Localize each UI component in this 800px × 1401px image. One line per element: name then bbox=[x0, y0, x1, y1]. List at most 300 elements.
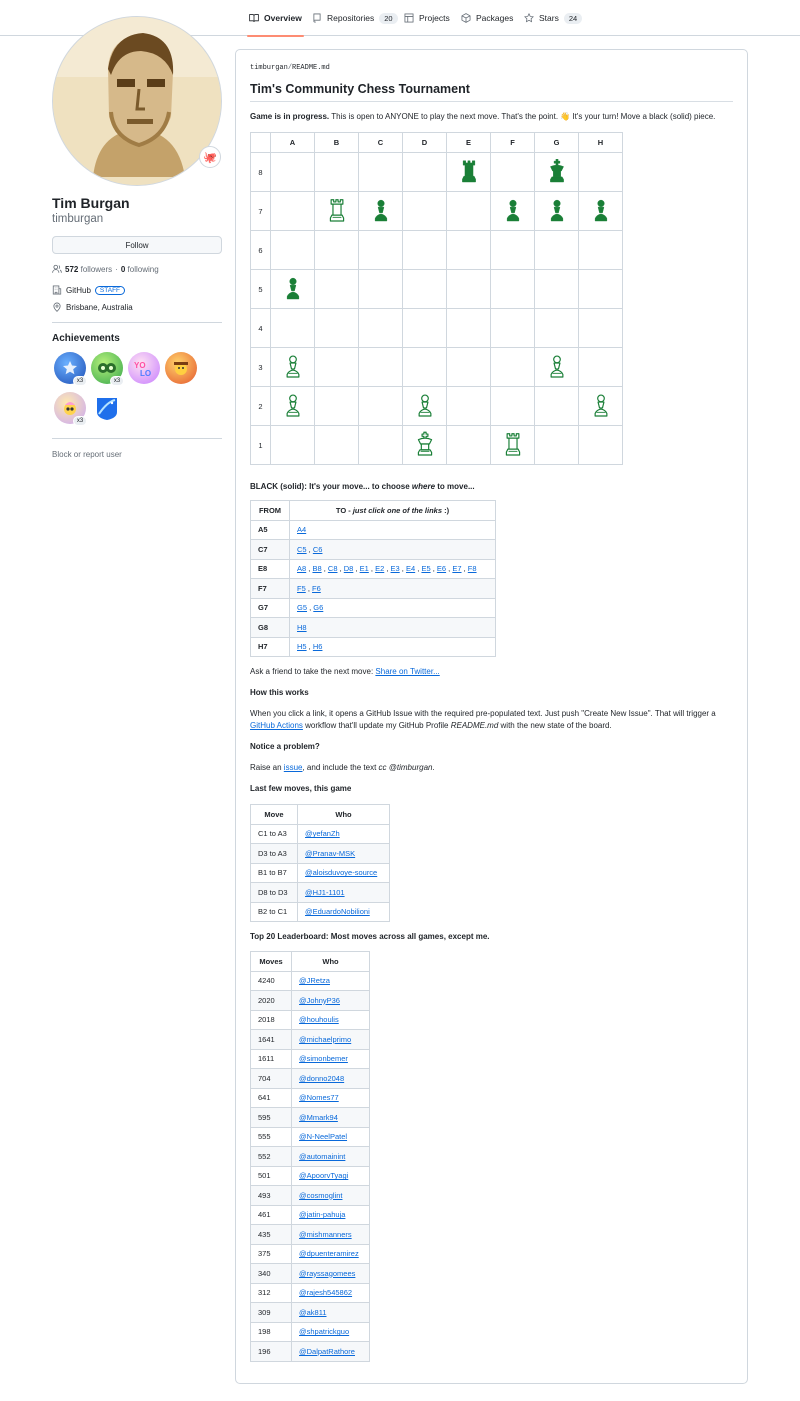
board-square bbox=[359, 348, 403, 387]
leaderboard-moves-cell: 704 bbox=[251, 1069, 292, 1089]
followers-count: 572 bbox=[65, 264, 79, 274]
moves-table bbox=[250, 500, 496, 657]
rank-label: 1 bbox=[251, 426, 271, 465]
notice-mid: , and include the text bbox=[302, 763, 379, 772]
org-name[interactable]: GitHub bbox=[66, 285, 91, 295]
following-count: 0 bbox=[120, 264, 126, 274]
location-icon bbox=[52, 302, 62, 312]
tab-projects[interactable] bbox=[404, 0, 450, 36]
board-square bbox=[359, 387, 403, 426]
notice-pre: Raise an bbox=[250, 763, 284, 772]
profile-fullname: Tim Burgan bbox=[52, 195, 130, 211]
leaderboard-moves-cell: 555 bbox=[251, 1127, 292, 1147]
user-link[interactable]: @houhoulis bbox=[299, 1015, 339, 1025]
board-rank-row bbox=[251, 387, 623, 426]
followers-link[interactable] bbox=[65, 265, 112, 274]
board-square bbox=[403, 348, 447, 387]
move-option-row bbox=[251, 618, 496, 638]
share-line bbox=[250, 666, 740, 678]
board-square bbox=[491, 270, 535, 309]
leaderboard-who-cell bbox=[292, 1205, 370, 1225]
board-square bbox=[579, 348, 623, 387]
moves-header-row bbox=[251, 501, 496, 521]
board-square bbox=[359, 309, 403, 348]
leaderboard-who-cell bbox=[292, 1049, 370, 1069]
leaderboard-row bbox=[251, 1342, 370, 1362]
file-label: C bbox=[359, 133, 403, 153]
moves-header-to bbox=[290, 501, 496, 521]
quickdraw-badge-icon bbox=[171, 358, 191, 378]
move-to-cell: G5 , G6 bbox=[290, 598, 496, 618]
profile-username: timburgan bbox=[52, 213, 104, 225]
board-square bbox=[579, 426, 623, 465]
board-square bbox=[535, 270, 579, 309]
readme-file-link[interactable]: README.md bbox=[292, 64, 330, 72]
move-destination-link[interactable]: A8 bbox=[297, 564, 307, 574]
move-destination-link[interactable]: E7 bbox=[452, 564, 462, 574]
board-square bbox=[579, 192, 623, 231]
leaderboard-row bbox=[251, 1108, 370, 1128]
leaderboard-who-cell bbox=[292, 1147, 370, 1167]
user-link[interactable]: @JRetza bbox=[299, 976, 330, 986]
issue-link[interactable]: issue bbox=[283, 763, 303, 772]
repo-icon bbox=[312, 13, 322, 23]
move-destination-link[interactable]: F5 bbox=[297, 583, 306, 593]
move-destination-link[interactable]: H8 bbox=[297, 622, 307, 632]
user-link[interactable]: @rayssagomees bbox=[299, 1268, 356, 1278]
leaderboard-row bbox=[251, 1088, 370, 1108]
black-pawn-icon bbox=[546, 195, 568, 225]
user-link[interactable]: @Mmark94 bbox=[299, 1112, 338, 1122]
file-label: H bbox=[579, 133, 623, 153]
notice-paragraph bbox=[250, 762, 740, 774]
file-label: A bbox=[271, 133, 315, 153]
moves-body bbox=[251, 520, 496, 657]
last-move-who-cell bbox=[298, 824, 390, 844]
followers-label: followers bbox=[80, 264, 113, 274]
leaderboard-body bbox=[251, 971, 370, 1361]
board-square bbox=[315, 309, 359, 348]
sidebar-divider bbox=[52, 322, 222, 323]
leaderboard-who-cell bbox=[292, 1127, 370, 1147]
notice-title: Notice a problem? bbox=[250, 742, 320, 751]
how-text-3: with the new state of the board. bbox=[498, 721, 612, 730]
file-label: B bbox=[315, 133, 359, 153]
leaderboard-who-cell bbox=[292, 1010, 370, 1030]
last-move-who-cell bbox=[298, 863, 390, 883]
rank-label: 2 bbox=[251, 387, 271, 426]
user-link[interactable]: @JohnyP36 bbox=[299, 995, 340, 1005]
user-link[interactable]: @yefanZh bbox=[305, 829, 340, 839]
tab-packages-label: Packages bbox=[476, 13, 514, 23]
leaderboard-moves-cell: 1641 bbox=[251, 1030, 292, 1050]
move-option-row bbox=[251, 598, 496, 618]
user-link[interactable]: @cosmoglint bbox=[299, 1190, 343, 1200]
readme-owner-link[interactable]: timburgan bbox=[250, 64, 288, 72]
achievement-count: x3 bbox=[110, 376, 124, 386]
intro-paragraph bbox=[250, 111, 740, 123]
white-rook-icon bbox=[502, 429, 524, 459]
user-link[interactable]: @simonbemer bbox=[299, 1054, 348, 1064]
location-text: Brisbane, Australia bbox=[66, 302, 133, 312]
pair-badge-icon bbox=[96, 358, 118, 378]
leaderboard-row bbox=[251, 1069, 370, 1089]
last-move-who-cell bbox=[298, 902, 390, 922]
following-label: following bbox=[127, 264, 159, 274]
tab-projects-label: Projects bbox=[419, 13, 450, 23]
stars-count: 24 bbox=[564, 13, 582, 24]
board-square bbox=[535, 231, 579, 270]
tab-packages[interactable] bbox=[461, 0, 513, 36]
user-link[interactable]: @michaelprimo bbox=[299, 1034, 352, 1044]
board-square bbox=[271, 387, 315, 426]
move-from-cell: G8 bbox=[251, 618, 290, 638]
board-square bbox=[491, 309, 535, 348]
move-destination-link[interactable]: E6 bbox=[436, 564, 447, 574]
board-square bbox=[315, 270, 359, 309]
board-rank-row bbox=[251, 309, 623, 348]
last-move-cell: B1 to B7 bbox=[251, 863, 298, 883]
table-icon bbox=[404, 13, 414, 23]
repositories-count: 20 bbox=[379, 13, 397, 24]
user-link[interactable]: @jatin-pahuja bbox=[299, 1210, 346, 1220]
user-link[interactable]: @DalpatRathore bbox=[299, 1346, 355, 1356]
last-move-row bbox=[251, 844, 390, 864]
leaderboard-who-cell bbox=[292, 1244, 370, 1264]
last-move-row bbox=[251, 863, 390, 883]
leaderboard-row bbox=[251, 1030, 370, 1050]
board-square bbox=[403, 426, 447, 465]
move-destination-link[interactable]: E3 bbox=[390, 564, 400, 574]
rank-label: 3 bbox=[251, 348, 271, 387]
board-rank-row bbox=[251, 348, 623, 387]
last-move-cell: B2 to C1 bbox=[251, 902, 298, 922]
achievement-quickdraw[interactable] bbox=[165, 352, 197, 384]
leaderboard-who-cell bbox=[292, 1342, 370, 1362]
leaderboard-row bbox=[251, 1049, 370, 1069]
board-square bbox=[359, 231, 403, 270]
board-square bbox=[579, 387, 623, 426]
move-option-row bbox=[251, 559, 496, 579]
tab-overview[interactable] bbox=[249, 0, 302, 36]
follow-button[interactable]: Follow bbox=[52, 236, 222, 254]
leaderboard-moves-cell: 375 bbox=[251, 1244, 292, 1264]
leaderboard-header: Moves bbox=[251, 952, 292, 972]
board-square bbox=[579, 153, 623, 192]
yolo-badge-icon bbox=[132, 358, 156, 378]
board-square bbox=[315, 192, 359, 231]
board-square bbox=[447, 153, 491, 192]
leaderboard-row bbox=[251, 1010, 370, 1030]
avatar-portrait bbox=[53, 17, 222, 186]
board-square bbox=[271, 231, 315, 270]
leaderboard-moves-cell: 340 bbox=[251, 1264, 292, 1284]
board-square bbox=[491, 153, 535, 192]
moves-header-to-post: :) bbox=[442, 505, 450, 515]
leaderboard-row bbox=[251, 1283, 370, 1303]
white-pawn-icon bbox=[282, 390, 304, 420]
board-body bbox=[251, 153, 623, 465]
file-label: G bbox=[535, 133, 579, 153]
leaderboard-row bbox=[251, 971, 370, 991]
move-destination-link[interactable]: D8 bbox=[343, 564, 354, 574]
leaderboard-row bbox=[251, 1205, 370, 1225]
readme-title: Tim's Community Chess Tournament bbox=[250, 82, 733, 102]
user-link[interactable]: @shpatrickguo bbox=[299, 1327, 350, 1337]
move-to-cell: F5 , F6 bbox=[290, 579, 496, 599]
board-square bbox=[491, 348, 535, 387]
leaderboard-moves-cell: 309 bbox=[251, 1303, 292, 1323]
how-text-1: When you click a link, it opens a GitHub Issue with the required pre-populated text. Just push "Create New Issue". That will trigger a bbox=[250, 709, 716, 718]
move-destination-link[interactable]: C6 bbox=[312, 544, 323, 554]
leaderboard-row bbox=[251, 1303, 370, 1323]
board-square bbox=[403, 192, 447, 231]
last-moves-table bbox=[250, 804, 390, 922]
move-option-row bbox=[251, 540, 496, 560]
move-destination-link[interactable]: C5 bbox=[297, 544, 307, 554]
tab-overview-label: Overview bbox=[264, 13, 302, 23]
leaderboard-who-cell bbox=[292, 1088, 370, 1108]
board-square bbox=[271, 348, 315, 387]
move-from-cell: E8 bbox=[251, 559, 290, 579]
leaderboard-row bbox=[251, 1322, 370, 1342]
board-square bbox=[315, 231, 359, 270]
avatar[interactable] bbox=[52, 16, 222, 186]
board-square bbox=[403, 153, 447, 192]
move-to-cell bbox=[290, 520, 496, 540]
board-square bbox=[447, 231, 491, 270]
achievement-count: x3 bbox=[73, 376, 87, 386]
last-move-row bbox=[251, 824, 390, 844]
leaderboard-row bbox=[251, 1225, 370, 1245]
leaderboard-who-cell bbox=[292, 1186, 370, 1206]
user-link[interactable]: @Pranav-MSK bbox=[305, 848, 356, 858]
last-move-cell: C1 to A3 bbox=[251, 824, 298, 844]
starstruck-badge-icon bbox=[60, 358, 80, 378]
status-emoji[interactable]: 🐙 bbox=[199, 146, 221, 168]
move-destination-link[interactable]: E4 bbox=[405, 564, 416, 574]
board-square bbox=[359, 426, 403, 465]
org-line bbox=[52, 285, 125, 295]
follow-separator: · bbox=[115, 264, 118, 274]
leaderboard-who-cell bbox=[292, 1108, 370, 1128]
board-square bbox=[271, 153, 315, 192]
board-square bbox=[271, 426, 315, 465]
leaderboard-moves-cell: 2018 bbox=[251, 1010, 292, 1030]
board-square bbox=[447, 387, 491, 426]
user-link[interactable]: @donno2048 bbox=[299, 1073, 345, 1083]
leaderboard-who-cell bbox=[292, 1166, 370, 1186]
black-pawn-icon bbox=[502, 195, 524, 225]
moves-header-from: FROM bbox=[251, 501, 290, 521]
move-from-cell: A5 bbox=[251, 520, 290, 540]
leaderboard-row bbox=[251, 1264, 370, 1284]
share-twitter-link[interactable]: Share on Twitter... bbox=[375, 667, 440, 676]
last-move-who-cell bbox=[298, 883, 390, 903]
user-link[interactable]: @N-NeelPatel bbox=[299, 1132, 348, 1142]
board-rank-row bbox=[251, 192, 623, 231]
board-square bbox=[315, 426, 359, 465]
rank-label: 6 bbox=[251, 231, 271, 270]
share-pre: Ask a friend to take the next move: bbox=[250, 667, 376, 676]
intro-text: This is open to ANYONE to play the next move. That's the point. 👋 It's your turn! Move a black (solid) piece. bbox=[329, 112, 716, 121]
move-destination-link[interactable]: H5 bbox=[297, 642, 307, 652]
leaderboard-who-cell bbox=[292, 1030, 370, 1050]
move-option-row bbox=[251, 637, 496, 657]
board-rank-row bbox=[251, 231, 623, 270]
move-from-cell: F7 bbox=[251, 579, 290, 599]
move-to-cell: C5 , C6 bbox=[290, 540, 496, 560]
user-link[interactable]: @ApoorvTyagi bbox=[299, 1171, 349, 1181]
move-destination-link[interactable]: F8 bbox=[467, 564, 477, 574]
user-link[interactable]: @automainint bbox=[299, 1151, 346, 1161]
move-heading bbox=[250, 481, 740, 493]
leaderboard-moves-cell: 2020 bbox=[251, 991, 292, 1011]
board-square bbox=[315, 153, 359, 192]
leaderboard-moves-cell: 198 bbox=[251, 1322, 292, 1342]
book-icon bbox=[249, 13, 259, 23]
leaderboard-title: Top 20 Leaderboard: Most moves across all games, except me. bbox=[250, 932, 490, 941]
move-destination-link[interactable]: E1 bbox=[359, 564, 369, 574]
white-pawn-icon bbox=[546, 351, 568, 381]
leaderboard-moves-cell: 493 bbox=[251, 1186, 292, 1206]
leaderboard-moves-cell: 552 bbox=[251, 1147, 292, 1167]
move-from-cell: G7 bbox=[251, 598, 290, 618]
rank-label: 8 bbox=[251, 153, 271, 192]
achievement-arctic-code-vault[interactable] bbox=[91, 392, 123, 424]
user-link[interactable]: @EduardoNobilioni bbox=[305, 907, 370, 917]
move-destination-link[interactable]: A4 bbox=[297, 525, 307, 535]
tab-stars-label: Stars bbox=[539, 13, 559, 23]
location-line bbox=[52, 302, 133, 312]
board-square bbox=[403, 387, 447, 426]
black-king-icon bbox=[546, 156, 568, 186]
leaderboard-moves-cell: 196 bbox=[251, 1342, 292, 1362]
leaderboard-row bbox=[251, 1244, 370, 1264]
board-rank-row bbox=[251, 426, 623, 465]
follow-stats bbox=[52, 264, 159, 274]
user-link[interactable]: @Nomes77 bbox=[299, 1093, 339, 1103]
following-link[interactable] bbox=[121, 265, 159, 274]
tab-repositories[interactable] bbox=[312, 0, 398, 36]
last-move-row bbox=[251, 902, 390, 922]
leaderboard-row bbox=[251, 1186, 370, 1206]
black-pawn-icon bbox=[590, 195, 612, 225]
people-icon bbox=[52, 264, 62, 274]
package-icon bbox=[461, 13, 471, 23]
user-link[interactable]: @rajesh545862 bbox=[299, 1288, 353, 1298]
move-from-cell: C7 bbox=[251, 540, 290, 560]
board-square bbox=[403, 231, 447, 270]
move-destination-link[interactable]: G6 bbox=[313, 603, 324, 613]
galaxy-brain-badge-icon bbox=[60, 398, 80, 418]
last-move-cell: D8 to D3 bbox=[251, 883, 298, 903]
user-link[interactable]: @dpuenteramirez bbox=[299, 1249, 359, 1259]
board-square bbox=[447, 309, 491, 348]
board-corner bbox=[251, 133, 271, 153]
sidebar-divider bbox=[52, 438, 222, 439]
how-title: How this works bbox=[250, 688, 309, 697]
game-status: Game is in progress. bbox=[250, 112, 330, 121]
white-pawn-icon bbox=[590, 390, 612, 420]
svg-text:YO: YO bbox=[134, 361, 146, 370]
moves-header-to-pre: TO - bbox=[335, 505, 353, 515]
move-destination-link[interactable]: H6 bbox=[312, 642, 323, 652]
move-destination-link[interactable]: G5 bbox=[297, 603, 308, 613]
user-link[interactable]: @mishmanners bbox=[299, 1229, 352, 1239]
board-square bbox=[271, 309, 315, 348]
leaderboard-moves-cell: 1611 bbox=[251, 1049, 292, 1069]
last-moves-header: Who bbox=[298, 805, 390, 825]
board-square bbox=[271, 192, 315, 231]
move-destination-link[interactable]: E5 bbox=[421, 564, 431, 574]
leaderboard-who-cell bbox=[292, 971, 370, 991]
move-option-row bbox=[251, 520, 496, 540]
breadcrumb-separator: / bbox=[287, 64, 293, 72]
last-moves-title: Last few moves, this game bbox=[250, 784, 352, 793]
move-heading-em: where bbox=[411, 482, 436, 491]
leaderboard-who-cell bbox=[292, 1283, 370, 1303]
move-heading-pre: BLACK (solid): It's your move... to choose bbox=[250, 482, 412, 491]
readme-breadcrumb bbox=[250, 64, 330, 72]
leaderboard-who-cell bbox=[292, 1225, 370, 1245]
board-square bbox=[535, 153, 579, 192]
achievements-title: Achievements bbox=[52, 333, 120, 344]
leaderboard-moves-cell: 641 bbox=[251, 1088, 292, 1108]
leaderboard-moves-cell: 595 bbox=[251, 1108, 292, 1128]
board-rank-row bbox=[251, 153, 623, 192]
tab-stars[interactable] bbox=[524, 0, 582, 36]
leaderboard-moves-cell: 4240 bbox=[251, 971, 292, 991]
black-pawn-icon bbox=[282, 273, 304, 303]
board-square bbox=[535, 192, 579, 231]
move-destination-link[interactable]: C8 bbox=[327, 564, 338, 574]
leaderboard-row bbox=[251, 991, 370, 1011]
leaderboard-who-cell bbox=[292, 1069, 370, 1089]
board-square bbox=[447, 192, 491, 231]
how-paragraph bbox=[250, 708, 740, 732]
board-square bbox=[579, 231, 623, 270]
board-square bbox=[491, 192, 535, 231]
leaderboard-who-cell bbox=[292, 1264, 370, 1284]
user-link[interactable]: @HJ1-1101 bbox=[305, 887, 345, 897]
last-moves-body bbox=[251, 824, 390, 922]
white-pawn-icon bbox=[282, 351, 304, 381]
move-destination-link[interactable]: F6 bbox=[312, 583, 321, 593]
board-square bbox=[403, 309, 447, 348]
board-square bbox=[315, 387, 359, 426]
leaderboard-row bbox=[251, 1166, 370, 1186]
move-destination-link[interactable]: E2 bbox=[375, 564, 385, 574]
leaderboard-table bbox=[250, 951, 370, 1362]
move-destination-link[interactable]: B8 bbox=[312, 564, 322, 574]
leaderboard-who-cell bbox=[292, 1322, 370, 1342]
move-to-cell: A8 , B8 , C8 , D8 , E1 , E2 , E3 , E4 , E5 , E6 , E7 , F8 bbox=[290, 559, 496, 579]
arctic-vault-badge-icon bbox=[93, 394, 121, 422]
leaderboard-header: Who bbox=[292, 952, 370, 972]
block-report-link[interactable]: Block or report user bbox=[52, 450, 122, 459]
board-square bbox=[535, 426, 579, 465]
user-link[interactable]: @aloisduvoye-source bbox=[305, 868, 378, 878]
github-actions-link[interactable]: GitHub Actions bbox=[250, 721, 303, 730]
move-option-row bbox=[251, 579, 496, 599]
rank-label: 5 bbox=[251, 270, 271, 309]
board-square bbox=[491, 426, 535, 465]
how-text-2: workflow that'll update my GitHub Profile bbox=[302, 721, 451, 730]
board-square bbox=[535, 348, 579, 387]
user-link[interactable]: @ak811 bbox=[299, 1307, 327, 1317]
achievement-yolo[interactable] bbox=[128, 352, 160, 384]
